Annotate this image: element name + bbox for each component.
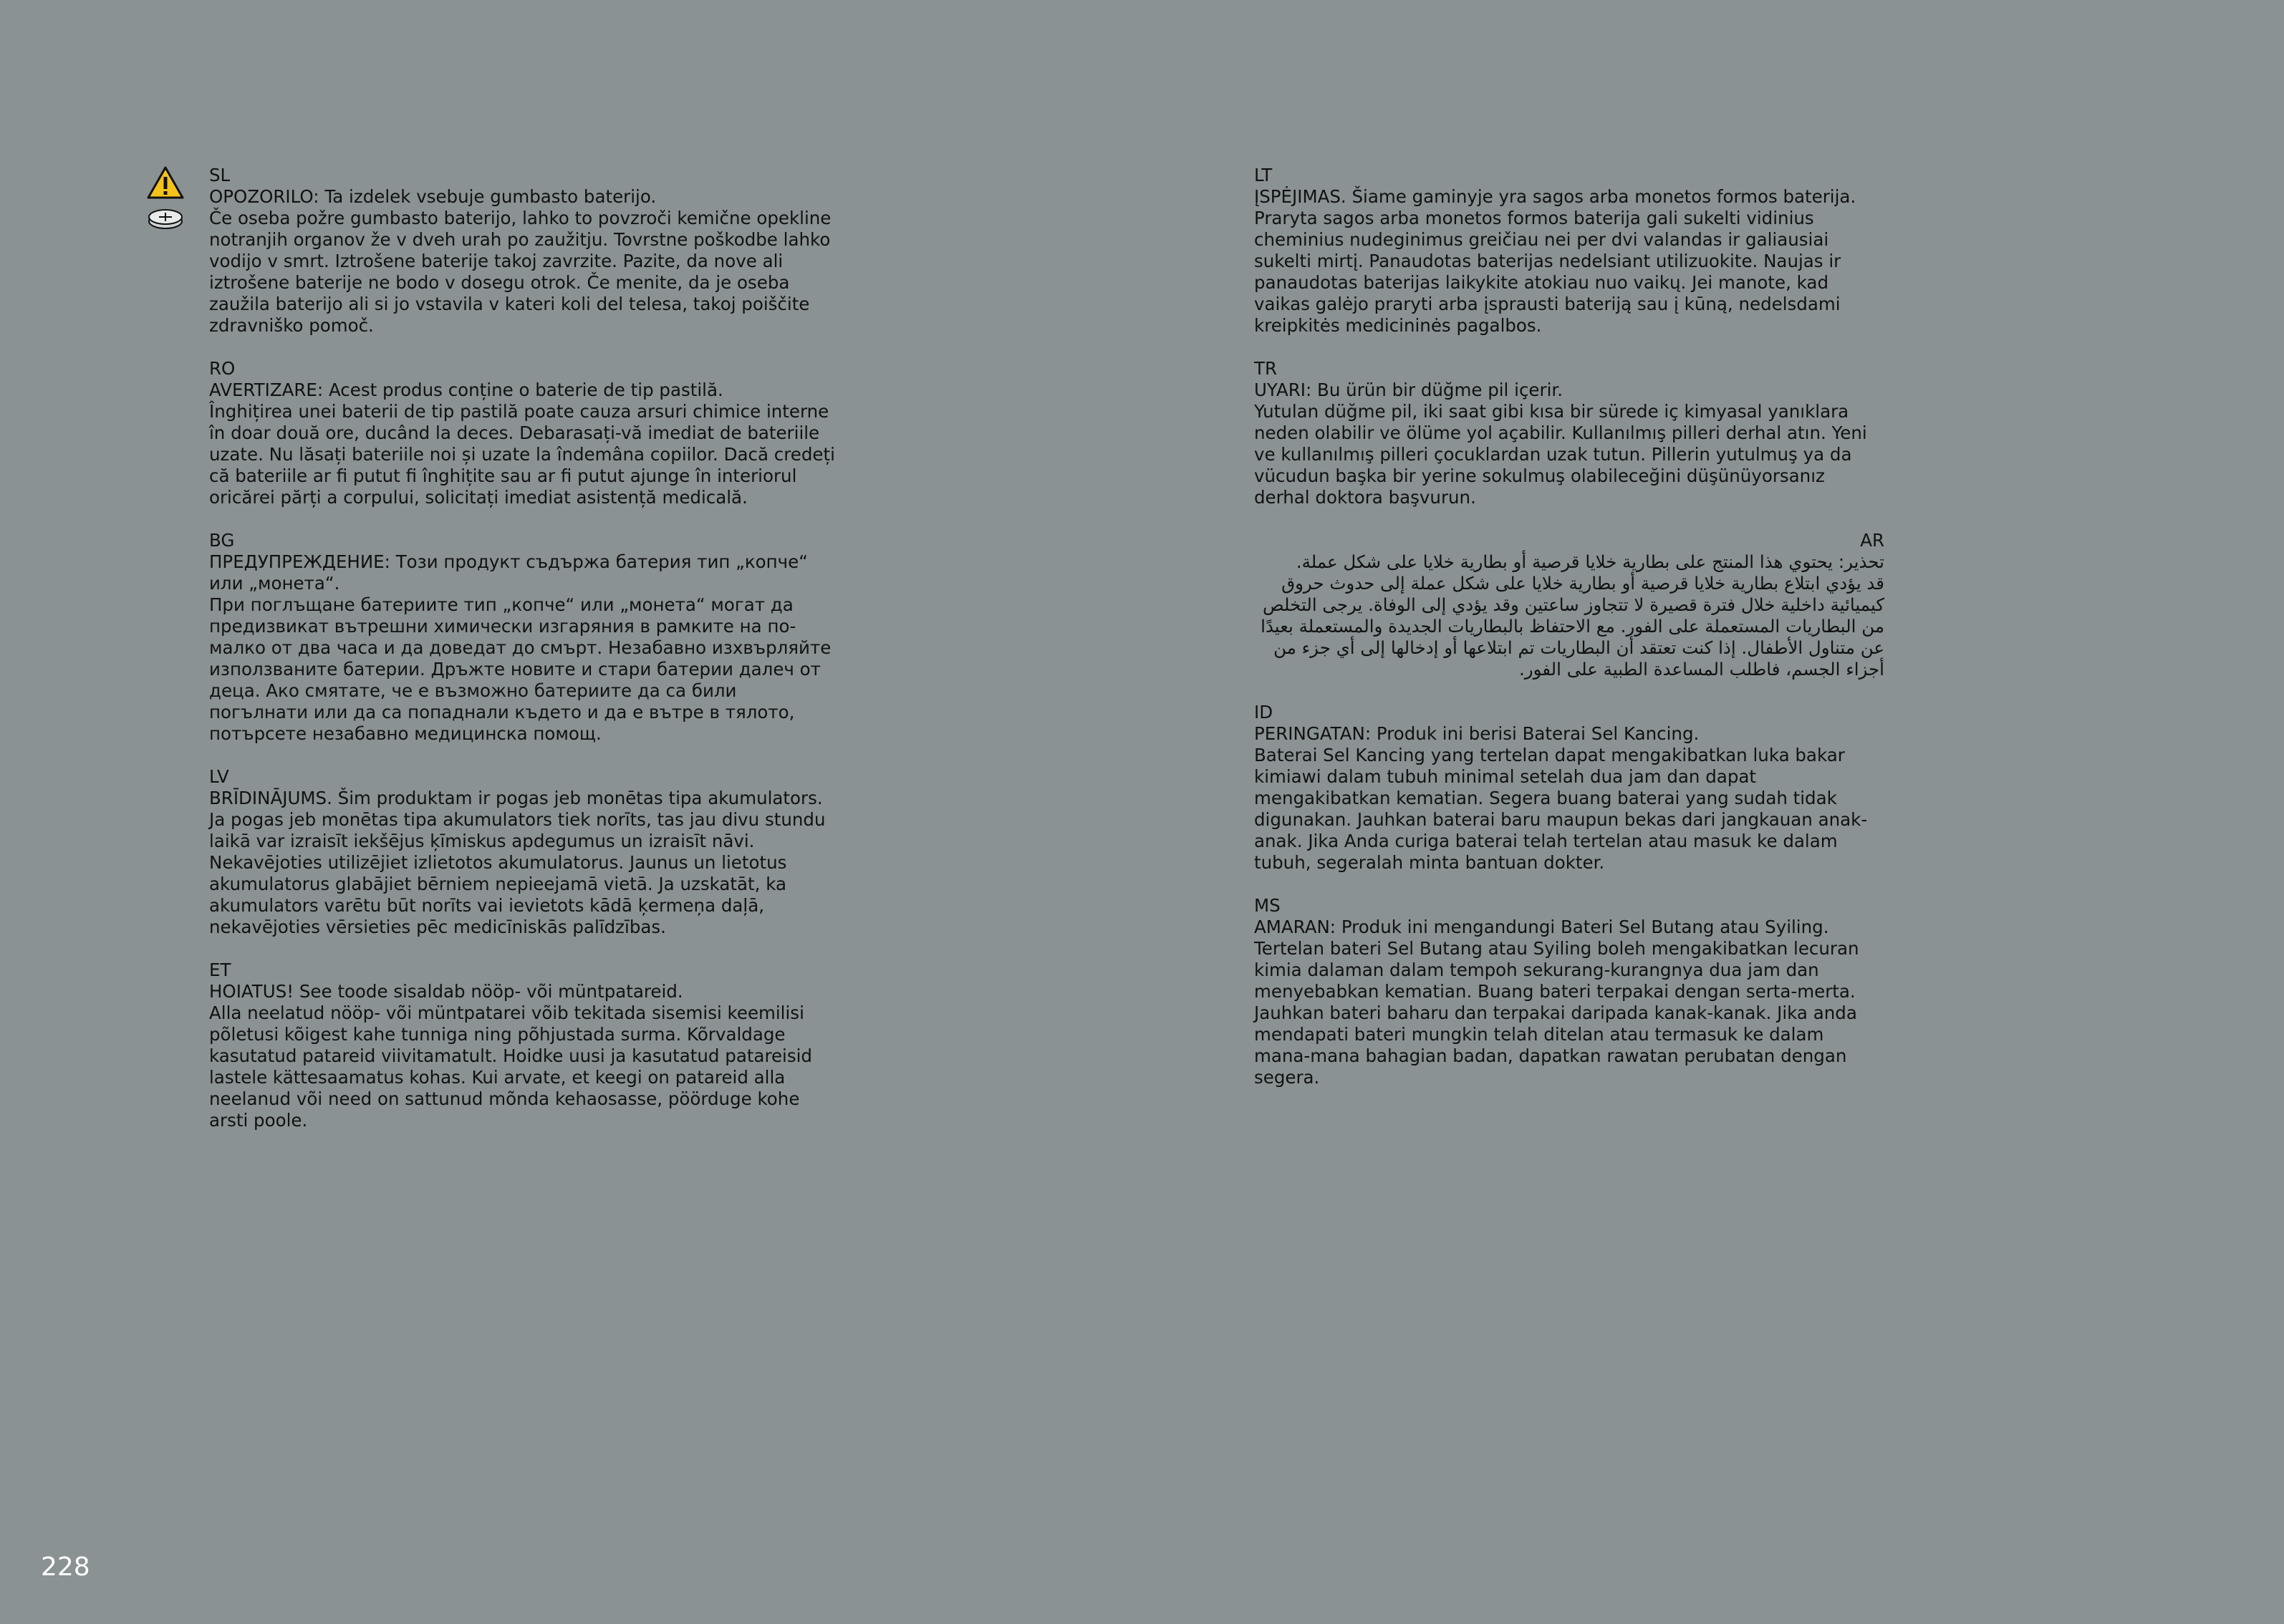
- warning-heading: UYARI: Bu ürün bir düğme pil içerir.: [1254, 380, 1563, 400]
- warning-section-lv: [209, 766, 839, 938]
- warning-heading: ПРЕДУПРЕЖДЕНИЕ: Този продукт съдържа батерия тип „копче“ или „монета“.: [209, 551, 808, 594]
- warning-heading: AMARAN: Produk ini mengandungi Bateri Sel Butang atau Syiling.: [1254, 917, 1829, 937]
- warning-body: Ja pogas jeb monētas tipa akumulators tiek norīts, tas jau divu stundu laikā var izraisīt iekšējus ķīmiskus apdegumus un izraisīt nāvi. Nekavējoties utilizējiet izlietotos akumulatorus. Jaunus un lietotus akumulatorus glabājiet bērniem nepieejamā vietā. Ja uzskatāt, ka akumulators varētu būt norīts vai ievietots kādā ķermeņa daļā, nekavējoties vērsieties pēc medicīniskās palīdzības.: [209, 809, 826, 937]
- warning-body: Baterai Sel Kancing yang tertelan dapat mengakibatkan luka bakar kimiawi dalam tubuh minimal setelah dua jam dan dapat mengakibatkan kematian. Segera buang baterai yang sudah tidak digunakan. Jauhkan baterai baru maupun bekas dari jangkauan anak-anak. Jika Anda curiga baterai telah tertelan atau masuk ke dalam tubuh, segeralah minta bantuan dokter.: [1254, 745, 1868, 873]
- warning-body: Praryta sagos arba monetos formos baterija gali sukelti vidinius cheminius nudeginimus greičiau nei per dvi valandas ir galiausiai sukelti mirtį. Panaudotas baterijas nedelsiant utilizuokite. Naujas ir panaudotas baterijas laikykite atokiau nuo vaikų. Jei manote, kad vaikas galėjo praryti arba įsprausti bateriją sau į kūną, nedelsdami kreipkitės medicininės pagalbos.: [1254, 208, 1841, 336]
- warning-heading: AVERTIZARE: Acest produs conține o baterie de tip pastilă.: [209, 380, 723, 400]
- right-column: [1254, 165, 1884, 1110]
- warning-section-bg: [209, 530, 839, 745]
- warning-heading: OPOZORILO: Ta izdelek vsebuje gumbasto baterijo.: [209, 186, 657, 207]
- language-code: AR: [1860, 530, 1884, 551]
- warning-section-id: [1254, 702, 1884, 874]
- language-code: TR: [1254, 358, 1277, 379]
- warning-section-sl: [209, 165, 839, 337]
- language-code: SL: [209, 165, 231, 185]
- left-column: [209, 165, 839, 1153]
- language-code: LV: [209, 766, 229, 787]
- language-code: ID: [1254, 702, 1273, 722]
- warning-body: Tertelan bateri Sel Butang atau Syiling boleh mengakibatkan lecuran kimia dalaman dalam tempoh sekurang-kurangnya dua jam dan menyebabkan kematian. Buang bateri terpakai dengan serta-merta. Jauhkan bateri baharu dan terpakai daripada kanak-kanak. Jika anda mendapati bateri mungkin telah ditelan atau termasuk ke dalam mana-mana bahagian badan, dapatkan rawatan perubatan dengan segera.: [1254, 938, 1859, 1088]
- warning-body: При поглъщане батериите тип „копче“ или „монета“ могат да предизвикат вътрешни химически изгаряния в рамките на по-малко от два часа и да доведат до смърт. Незабавно изхвърляйте използваните батерии. Дръжте новите и стари батерии далеч от деца. Ако смятате, че е възможно батериите да са били погълнати или да са попаднали където и да е вътре в тялото, потърсете незабавно медицинска помощ.: [209, 594, 832, 744]
- warning-heading: BRĪDINĀJUMS. Šim produktam ir pogas jeb monētas tipa akumulators.: [209, 788, 823, 808]
- warning-section-lt: [1254, 165, 1884, 337]
- language-code: RO: [209, 358, 236, 379]
- warning-body: Înghițirea unei baterii de tip pastilă poate cauza arsuri chimice interne în doar două ore, ducând la deces. Debarasați-vă imediat de bateriile uzate. Nu lăsați bateriile noi și uzate la îndemâna copiilor. Dacă credeți că bateriile ar fi putut fi înghițite sau ar fi putut ajunge în interiorul oricărei părți a corpului, solicitați imediat asistență medicală.: [209, 401, 835, 508]
- page-number: 228: [41, 1552, 90, 1582]
- warning-body: Alla neelatud nööp- või müntpatarei võib tekitada sisemisi keemilisi põletusi kõigest kahe tunniga ning põhjustada surma. Kõrvaldage kasutatud patareid viivitamatult. Hoidke uusi ja kasutatud patareisid lastele kättesaamatus kohas. Kui arvate, et keegi on patareid alla neelanud või need on sattunud mõnda kehaosasse, pöörduge kohe arsti poole.: [209, 1002, 812, 1131]
- warning-section-et: [209, 960, 839, 1131]
- language-code: MS: [1254, 895, 1281, 916]
- warning-section-ro: [209, 358, 839, 508]
- warning-body: قد يؤدي ابتلاع بطارية خلايا قرصية أو بطارية خلايا على شكل عملة إلى حدوث حروق كيميائية داخلية خلال فترة قصيرة لا تتجاوز ساعتين وقد يؤدي إلى الوفاة. يرجى التخلص من البطاريات المستعملة على الفور. مع الاحتفاظ بالبطاريات الجديدة والمستعملة بعيدًا عن متناول الأطفال. إذا كنت تعتقد أن البطاريات تم ابتلاعها أو إدخالها إلى أي جزء من أجزاء الجسم، فاطلب المساعدة الطبية على الفور.: [1261, 573, 1884, 680]
- warning-body: Če oseba požre gumbasto baterijo, lahko to povzroči kemične opekline notranjih organov že v dveh urah po zaužitju. Tovrstne poškodbe lahko vodijo v smrt. Iztrošene baterije takoj zavrzite. Pazite, da nove ali iztrošene baterije ne bodo v dosegu otrok. Če menite, da je oseba zaužila baterijo ali si jo vstavila v kateri koli del telesa, takoj poiščite zdravniško pomoč.: [209, 208, 832, 336]
- warning-heading: PERINGATAN: Produk ini berisi Baterai Sel Kancing.: [1254, 723, 1700, 744]
- warning-section-ms: [1254, 895, 1884, 1088]
- language-code: ET: [209, 960, 231, 980]
- warning-section-tr: [1254, 358, 1884, 508]
- language-code: LT: [1254, 165, 1273, 185]
- warning-body: Yutulan düğme pil, iki saat gibi kısa bir sürede iç kimyasal yanıklara neden olabilir ve ölüme yol açabilir. Kullanılmış pilleri derhal atın. Yeni ve kullanılmış pilleri çocuklardan uzak tutun. Pillerin yutulmuş ya da vücudun başka bir yerine sokulmuş olabileceğini düşünüyorsanız derhal doktora başvurun.: [1254, 401, 1867, 508]
- warning-icons: [147, 166, 184, 231]
- warning-triangle-icon: [147, 166, 184, 199]
- warning-section-ar: [1254, 530, 1884, 680]
- coin-battery-icon: [147, 206, 184, 231]
- warning-heading: ĮSPĖJIMAS. Šiame gaminyje yra sagos arba monetos formos baterija.: [1254, 186, 1856, 207]
- warning-heading: تحذير: يحتوي هذا المنتج على بطارية خلايا قرصية أو بطارية خلايا على شكل عملة.: [1296, 551, 1884, 572]
- warning-heading: HOIATUS! See toode sisaldab nööp- või müntpatareid.: [209, 981, 683, 1002]
- language-code: BG: [209, 530, 235, 551]
